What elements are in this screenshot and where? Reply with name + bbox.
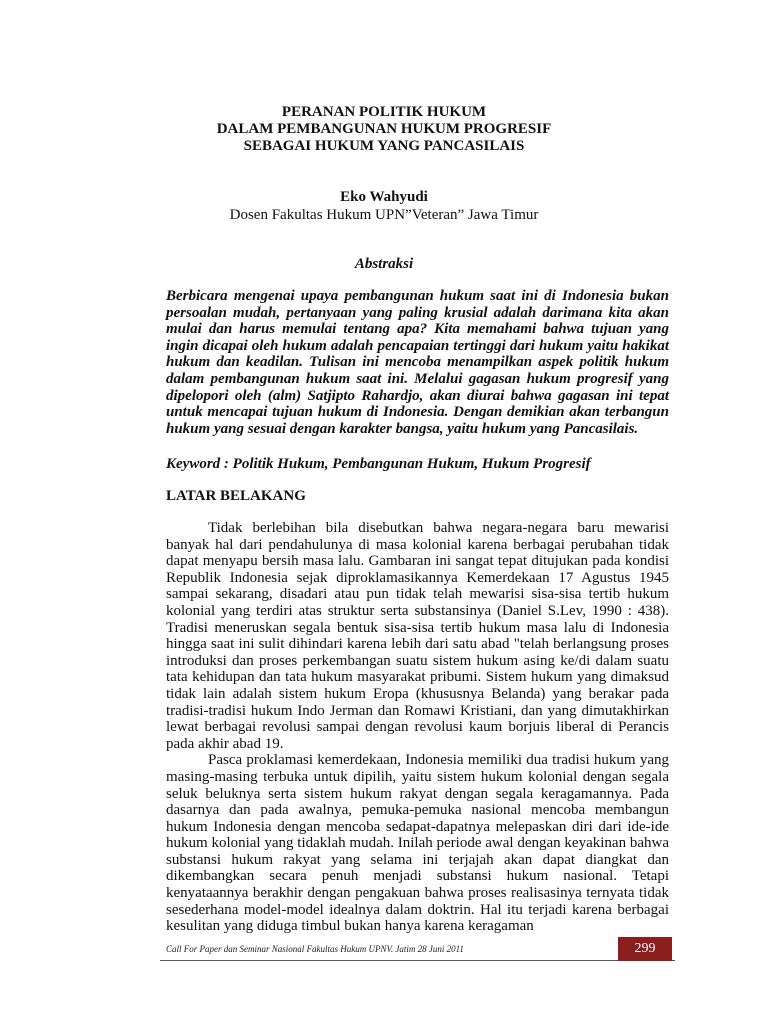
author-block xyxy=(0,188,768,224)
body-paragraph: Tidak berlebihan bila disebutkan bahwa negara-negara baru mewarisi banyak hal dari pendahulunya di masa kolonial karena berbagai perubahan tidak dapat menyapu bersih masa lalu. Gambaran ini sangat tepat ditujukan pada kondisi Republik Indonesia sejak diproklamasikannya Kemerdekaan 17 Agustus 1945 sampai sekarang, disadari atau pun tidak telah mewarisi sisa-sisa tertib hukum kolonial yang terdiri atas struktur serta substansinya (Daniel S.Lev, 1990 : 438). Tradisi meneruskan segala bentuk sisa-sisa tertib hukum masa lalu di Indonesia hingga saat ini sulit dihindari karena lebih dari satu abad "telah berlangsung proses introduksi dan proses perkembangan suatu sistem hukum asing ke/di dalam suatu tata kehidupan dan tata hukum masyarakat pribumi. Sistem hukum yang dimaksud tidak lain adalah sistem hukum Eropa (khususnya Belanda) yang berakar pada tradisi-tradisi hukum Indo Jerman dan Romawi Kristiani, dan yang dimutakhirkan lewat berbagai revolusi sampai dengan revolusi kaum borjuis liberal di Perancis pada akhir abad 19. xyxy=(166,520,669,752)
section-heading: LATAR BELAKANG xyxy=(166,488,306,504)
author-name: Eko Wahyudi xyxy=(340,189,428,205)
title-line-3: SEBAGAI HUKUM YANG PANCASILAIS xyxy=(243,138,525,154)
paper-title xyxy=(0,104,768,155)
keywords: Keyword : Politik Hukum, Pembangunan Hukum, Hukum Progresif xyxy=(166,456,591,472)
body-paragraph: Pasca proklamasi kemerdekaan, Indonesia memiliki dua tradisi hukum yang masing-masing terbuka untuk dipilih, yaitu sistem hukum kolonial dengan segala seluk beluknya serta sistem hukum rakyat dengan segala keragamannya. Pada dasarnya dan pada awalnya, pemuka-pemuka nasional mencoba membangun hukum Indonesia dengan mencoba sedapat-dapatnya melepaskan diri dari ide-ide hukum kolonial yang tidaklah mudah. Inilah periode awal dengan keyakinan bahwa substansi hukum rakyat yang selama ini terjajah akan dapat diangkat dan dikembangkan secara penuh menjadi substansi hukum nasional. Tetapi kenyataannya berakhir dengan pengakuan bahwa proses realisasinya ternyata tidak sesederhana model-model idealnya dalam doktrin. Hal itu terjadi karena berbagai kesulitan yang diduga timbul bukan hanya karena keragaman xyxy=(166,752,669,935)
author-affiliation: Dosen Fakultas Hukum UPN”Veteran” Jawa Timur xyxy=(229,207,539,223)
abstract-heading: Abstraksi xyxy=(354,256,414,272)
title-line-2: DALAM PEMBANGUNAN HUKUM PROGRESIF xyxy=(216,121,552,137)
abstract-body: Berbicara mengenai upaya pembangunan hukum saat ini di Indonesia bukan persoalan mudah, pertanyaan yang paling krusial adalah darimana kita akan mulai dan harus memulai tentang apa? Kita memahami bahwa tujuan yang ingin dicapai oleh hukum adalah pencapaian tertinggi dari hukum yaitu hakikat hukum dan keadilan. Tulisan ini mencoba menampilkan aspek politik hukum dalam pembangunan hukum saat ini. Melalui gagasan hukum progresif yang dipelopori oleh (alm) Satjipto Rahardjo, akan diurai bahwa gagasan ini tepat untuk mencapai tujuan hukum di Indonesia. Dengan demikian akan terbangun hukum yang sesuai dengan karakter bangsa, yaitu hukum yang Pancasilais. xyxy=(166,288,669,437)
footer-divider xyxy=(160,960,675,961)
footer-text: Call For Paper dan Seminar Nasional Fakultas Hukum UPNV. Jatim 28 Juni 2011 xyxy=(166,944,464,954)
title-line-1: PERANAN POLITIK HUKUM xyxy=(281,104,487,120)
body-text xyxy=(166,520,669,935)
page-number-badge: 299 xyxy=(618,937,672,961)
